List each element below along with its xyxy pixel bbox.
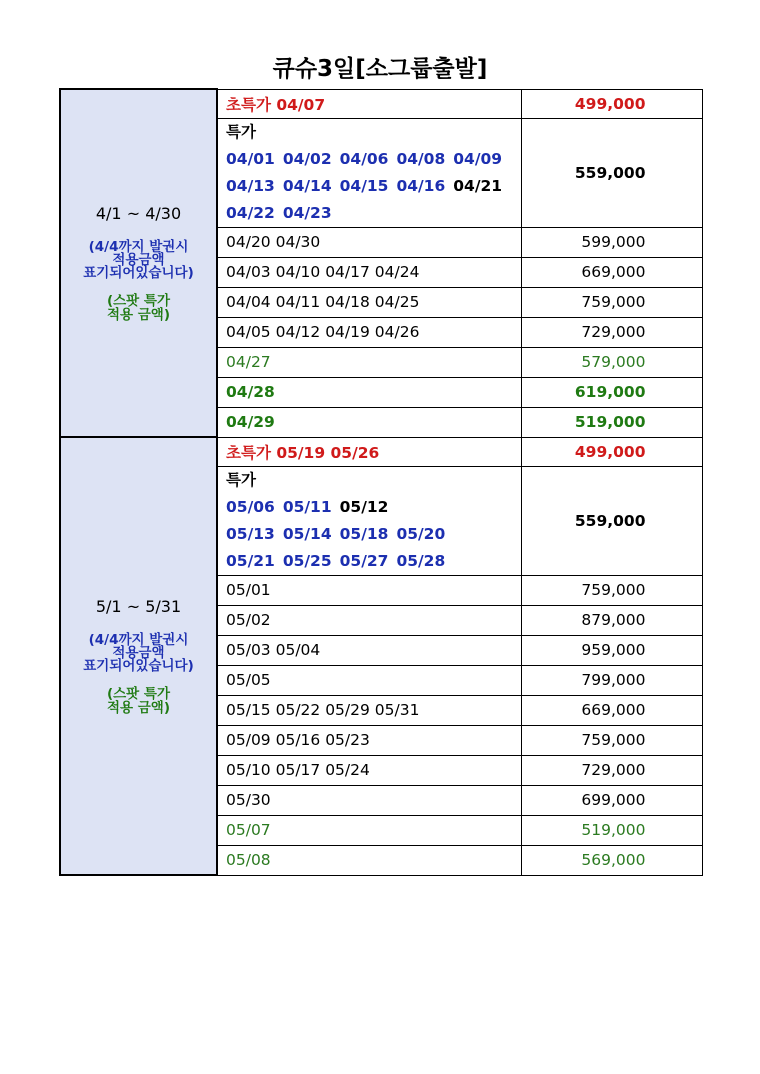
price-cell: 879,000 [521, 605, 702, 635]
date-line: 04/22 04/23 [226, 203, 332, 222]
dates-cell: 05/03 05/04 [217, 635, 521, 665]
price-cell: 559,000 [521, 118, 702, 227]
dates-cell: 05/09 05/16 05/23 [217, 725, 521, 755]
dates-cell: 05/05 [217, 665, 521, 695]
period-cell-may [60, 437, 217, 875]
dates-cell: 05/30 [217, 785, 521, 815]
period-label: 5/1 ~ 5/31 [95, 597, 182, 616]
price-cell: 729,000 [521, 755, 702, 785]
table-row [60, 437, 702, 466]
price-cell: 569,000 [521, 845, 702, 875]
dates-cell: 05/15 05/22 05/29 05/31 [217, 695, 521, 725]
price-cell: 729,000 [521, 317, 702, 347]
special-dates-cell: 특가 04/01 04/02 04/06 04/08 04/09 04/13 04/14 04/15 04/16 04/21 04/22 04/23 [217, 118, 521, 227]
date-line: 04/13 04/14 04/15 04/16 04/21 [226, 176, 503, 195]
dates-cell: 05/01 [217, 575, 521, 605]
date-line: 04/01 04/02 04/06 04/08 04/09 [226, 149, 503, 168]
period-cell-april [60, 89, 217, 437]
date-line: 05/06 05/11 05/12 [226, 497, 389, 516]
dates-cell: 04/28 [217, 377, 521, 407]
dates-cell: 04/29 [217, 407, 521, 437]
spot-note: (스팟 특가 적용 금액) [106, 686, 171, 716]
price-cell: 499,000 [521, 89, 702, 118]
dates-cell: 04/20 04/30 [217, 227, 521, 257]
dates-cell: 05/07 [217, 815, 521, 845]
price-cell: 619,000 [521, 377, 702, 407]
table-row [60, 89, 702, 118]
dates-cell: 05/10 05/17 05/24 [217, 755, 521, 785]
price-cell: 759,000 [521, 575, 702, 605]
price-cell: 959,000 [521, 635, 702, 665]
dates-cell: 05/02 [217, 605, 521, 635]
price-cell: 669,000 [521, 695, 702, 725]
price-cell: 799,000 [521, 665, 702, 695]
dates-cell: 04/03 04/10 04/17 04/24 [217, 257, 521, 287]
booking-note: (4/4까지 발권시 적용금액 표기되어있습니다) [83, 632, 194, 674]
price-cell: 669,000 [521, 257, 702, 287]
period-label: 4/1 ~ 4/30 [95, 204, 182, 223]
spot-note: (스팟 특가 적용 금액) [106, 293, 171, 323]
price-cell: 499,000 [521, 437, 702, 466]
dates-cell: 05/08 [217, 845, 521, 875]
price-table [59, 88, 703, 876]
date-line: 05/21 05/25 05/27 05/28 [226, 551, 446, 570]
special-dates-cell: 특가 05/06 05/11 05/12 05/13 05/14 05/18 05/20 05/21 05/25 05/27 05/28 [217, 466, 521, 575]
price-cell: 759,000 [521, 287, 702, 317]
dates-cell: 04/27 [217, 347, 521, 377]
price-cell: 579,000 [521, 347, 702, 377]
dates-cell: 04/04 04/11 04/18 04/25 [217, 287, 521, 317]
price-cell: 519,000 [521, 815, 702, 845]
price-cell: 559,000 [521, 466, 702, 575]
page-title: 큐슈3일[소그룹출발] [272, 56, 488, 82]
price-cell: 519,000 [521, 407, 702, 437]
price-cell: 599,000 [521, 227, 702, 257]
date-line: 05/13 05/14 05/18 05/20 [226, 524, 446, 543]
dates-cell: 초특가 04/07 [217, 89, 521, 118]
dates-cell: 04/05 04/12 04/19 04/26 [217, 317, 521, 347]
price-cell: 759,000 [521, 725, 702, 755]
booking-note: (4/4까지 발권시 적용금액 표기되어있습니다) [83, 239, 194, 281]
dates-cell: 초특가 05/19 05/26 [217, 437, 521, 466]
price-cell: 699,000 [521, 785, 702, 815]
